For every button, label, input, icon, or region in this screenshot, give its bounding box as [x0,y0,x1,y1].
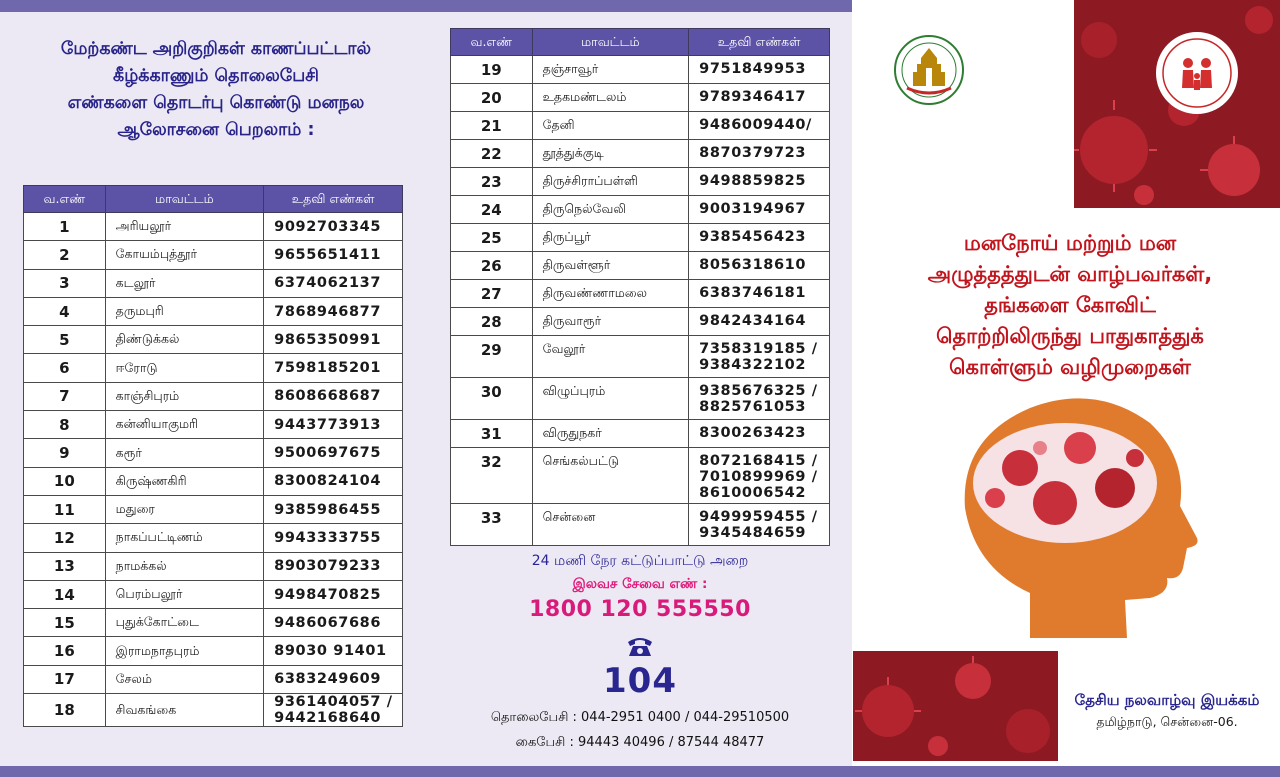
serial-no-cell: 30 [451,378,533,420]
helpline-number-cell: 9943333755 [264,524,403,552]
helpline-number-cell: 7868946877 [264,297,403,325]
district-cell: விருதுநகர் [532,420,689,448]
serial-no-cell: 32 [451,448,533,504]
helpline-number-cell: 89030 91401 [264,637,403,665]
table-row [451,112,830,140]
organization-name: தேசிய நலவாழ்வு இயக்கம் [1074,691,1260,709]
table-row [24,354,403,382]
helpline-number-cell: 8072168415 / 7010899969 / 8610006542 [689,448,830,504]
table-row [451,168,830,196]
table-header-row [24,186,403,213]
table-row [24,580,403,608]
serial-no-cell: 27 [451,280,533,308]
tamil-nadu-emblem-logo [893,34,965,106]
district-cell: வேலூர் [532,336,689,378]
helpline-number-cell: 9486067686 [264,609,403,637]
footer-organization [1062,691,1272,731]
table-row [451,224,830,252]
table-row [24,467,403,495]
serial-no-cell: 19 [451,56,533,84]
intro-line: எண்களை தொடர்பு கொண்டு மனநல [67,93,365,113]
district-cell: காஞ்சிபுரம் [105,382,263,410]
serial-no-cell: 9 [24,439,106,467]
district-cell: திருப்பூர் [532,224,689,252]
telephone-icon [625,635,655,657]
serial-no-cell: 14 [24,580,106,608]
district-cell: சேலம் [105,665,263,693]
district-cell: கிருஷ்ணகிரி [105,467,263,495]
coronavirus-image-bottom [853,651,1058,761]
header-serial-no: வ.எண் [24,186,106,213]
district-helpline-table-right [450,28,830,546]
serial-no-cell: 20 [451,84,533,112]
table-row [451,196,830,224]
table-row [24,213,403,241]
mobile-numbers: கைபேசி : 94443 40496 / 87544 48477 [515,735,765,750]
headline-line: தங்களை கோவிட் [984,293,1156,317]
helpline-number-cell: 9385986455 [264,495,403,523]
table-row [451,378,830,420]
national-health-mission-logo [1154,30,1240,116]
district-cell: தஞ்சாவூர் [532,56,689,84]
district-cell: தருமபுரி [105,297,263,325]
helpline-number-cell: 7358319185 / 9384322102 [689,336,830,378]
table-row [24,552,403,580]
table-row [24,665,403,693]
district-cell: கடலூர் [105,269,263,297]
headline-line: அழுத்தத்துடன் வாழ்பவர்கள், [927,262,1213,286]
serial-no-cell: 17 [24,665,106,693]
helpline-number-cell: 9789346417 [689,84,830,112]
helpline-number-cell: 9865350991 [264,326,403,354]
district-cell: கோயம்புத்தூர் [105,241,263,269]
district-cell: திண்டுக்கல் [105,326,263,354]
organization-address: தமிழ்நாடு, சென்னை-06. [1096,714,1238,729]
serial-no-cell: 12 [24,524,106,552]
intro-line: ஆலோசனை பெறலாம் : [117,120,315,140]
table-row [451,56,830,84]
headline-line: மனநோய் மற்றும் மன [963,231,1177,255]
table-row [24,609,403,637]
table-row [451,280,830,308]
serial-no-cell: 1 [24,213,106,241]
helpline-number-cell: 8300824104 [264,467,403,495]
bottom-band [0,766,1280,777]
district-cell: திருச்சிராப்பள்ளி [532,168,689,196]
district-cell: கரூர் [105,439,263,467]
telephone-numbers: தொலைபேசி : 044-2951 0400 / 044-29510500 [490,710,790,725]
intro-line: மேற்கண்ட அறிகுறிகள் காணப்பட்டால் [60,39,372,59]
helpline-number-cell: 8300263423 [689,420,830,448]
helpline-number-cell: 9443773913 [264,411,403,439]
table-row [451,252,830,280]
serial-no-cell: 16 [24,637,106,665]
table-row [24,495,403,523]
district-cell: திருவண்ணாமலை [532,280,689,308]
helpline-number-cell: 6383746181 [689,280,830,308]
serial-no-cell: 22 [451,140,533,168]
headline-line: கொள்ளும் வழிமுறைகள் [949,355,1191,379]
serial-no-cell: 25 [451,224,533,252]
district-cell: திருவாரூர் [532,308,689,336]
district-cell: புதுக்கோட்டை [105,609,263,637]
serial-no-cell: 21 [451,112,533,140]
serial-no-cell: 7 [24,382,106,410]
table-row [451,448,830,504]
helpline-number-cell: 9092703345 [264,213,403,241]
serial-no-cell: 3 [24,269,106,297]
table-row [24,524,403,552]
district-cell: திருவள்ளூர் [532,252,689,280]
head-brain-virus-illustration [935,388,1205,638]
serial-no-cell: 18 [24,694,106,727]
serial-no-cell: 8 [24,411,106,439]
serial-no-cell: 5 [24,326,106,354]
serial-no-cell: 24 [451,196,533,224]
table-row [24,439,403,467]
helpline-number-cell: 7598185201 [264,354,403,382]
table-row [451,336,830,378]
serial-no-cell: 13 [24,552,106,580]
headline [868,228,1272,383]
table-row [24,637,403,665]
serial-no-cell: 23 [451,168,533,196]
table-row [24,411,403,439]
helpline-number-cell: 9842434164 [689,308,830,336]
intro-heading [22,36,410,144]
district-cell: விழுப்புரம் [532,378,689,420]
district-cell: உதகமண்டலம் [532,84,689,112]
helpline-number-cell: 8056318610 [689,252,830,280]
table-row [451,308,830,336]
district-cell: அரியலூர் [105,213,263,241]
serial-no-cell: 26 [451,252,533,280]
helpline-number-cell: 9655651411 [264,241,403,269]
helpline-number-cell: 9751849953 [689,56,830,84]
table-header-row [451,29,830,56]
table-row [24,269,403,297]
helpline-number-cell: 9486009440/ [689,112,830,140]
helpline-104: 104 [603,661,677,701]
district-cell: தேனி [532,112,689,140]
serial-no-cell: 10 [24,467,106,495]
district-cell: நாமக்கல் [105,552,263,580]
serial-no-cell: 11 [24,495,106,523]
helpline-number-cell: 9500697675 [264,439,403,467]
toll-free-number: 1800 120 555550 [529,597,751,622]
district-cell: கன்னியாகுமரி [105,411,263,439]
district-cell: செங்கல்பட்டு [532,448,689,504]
serial-no-cell: 2 [24,241,106,269]
district-cell: சென்னை [532,504,689,546]
header-district: மாவட்டம் [105,186,263,213]
table-row [24,326,403,354]
header-helpline: உதவி எண்கள் [689,29,830,56]
serial-no-cell: 31 [451,420,533,448]
helpline-number-cell: 9498859825 [689,168,830,196]
helpline-number-cell: 6374062137 [264,269,403,297]
helpline-number-cell: 9385456423 [689,224,830,252]
district-cell: திருநெல்வேலி [532,196,689,224]
helpline-number-cell: 6383249609 [264,665,403,693]
helpline-number-cell: 9361404057 / 9442168640 [264,694,403,727]
header-district: மாவட்டம் [532,29,689,56]
table-row [451,140,830,168]
serial-no-cell: 33 [451,504,533,546]
serial-no-cell: 4 [24,297,106,325]
district-cell: ஈரோடு [105,354,263,382]
table-row [24,297,403,325]
district-cell: இராமநாதபுரம் [105,637,263,665]
helpline-number-cell: 8903079233 [264,552,403,580]
district-cell: பெரம்பலூர் [105,580,263,608]
serial-no-cell: 29 [451,336,533,378]
toll-free-label: இலவச சேவை எண் : [572,576,708,592]
serial-no-cell: 15 [24,609,106,637]
helpline-number-cell: 9498470825 [264,580,403,608]
table-row [24,241,403,269]
district-cell: மதுரை [105,495,263,523]
district-cell: சிவகங்கை [105,694,263,727]
serial-no-cell: 28 [451,308,533,336]
serial-no-cell: 6 [24,354,106,382]
header-serial-no: வ.எண் [451,29,533,56]
district-cell: நாகப்பட்டிணம் [105,524,263,552]
table-row [451,504,830,546]
header-helpline: உதவி எண்கள் [264,186,403,213]
table-row [24,382,403,410]
table-row [451,420,830,448]
district-cell: தூத்துக்குடி [532,140,689,168]
helpline-number-cell: 8870379723 [689,140,830,168]
helpline-number-cell: 9385676325 / 8825761053 [689,378,830,420]
district-helpline-table-left [23,185,403,727]
helpline-number-cell: 8608668687 [264,382,403,410]
headline-line: தொற்றிலிருந்து பாதுகாத்துக் [936,324,1204,348]
table-row [451,84,830,112]
table-row [24,694,403,727]
helpline-number-cell: 9003194967 [689,196,830,224]
helpline-block [450,553,830,750]
intro-line: கீழ்க்காணும் தொலைபேசி [113,66,319,86]
helpline-number-cell: 9499959455 / 9345484659 [689,504,830,546]
top-band [0,0,852,12]
control-room-label: 24 மணி நேர கட்டுப்பாட்டு அறை [531,553,749,569]
